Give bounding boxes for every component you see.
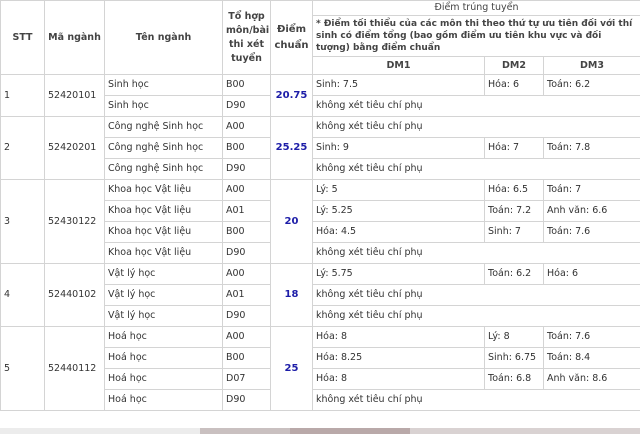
program-code-cell: 52440102: [45, 264, 105, 327]
subject-combo-cell: B00: [223, 222, 271, 243]
dm3-cell: Anh văn: 8.6: [544, 369, 640, 390]
dm1-cell: Lý: 5.75: [313, 264, 485, 285]
program-name-cell: Vật lý học: [105, 285, 223, 306]
bottom-strip-segment: [0, 428, 200, 434]
subject-combo-cell: D07: [223, 369, 271, 390]
program-name-cell: Khoa học Vật liệu: [105, 180, 223, 201]
header-stt: STT: [1, 1, 45, 75]
dm1-cell: Sinh: 9: [313, 138, 485, 159]
cutoff-score-cell: 25: [271, 327, 313, 411]
program-name-cell: Vật lý học: [105, 264, 223, 285]
program-name-cell: Sinh học: [105, 75, 223, 96]
subject-combo-cell: D90: [223, 96, 271, 117]
bottom-strip-segment: [290, 428, 410, 434]
dm3-cell: Toán: 6.2: [544, 75, 640, 96]
dm2-cell: Lý: 8: [485, 327, 544, 348]
stt-cell: 5: [1, 327, 45, 411]
dm2-cell: Toán: 6.8: [485, 369, 544, 390]
bottom-strip-segment: [410, 428, 640, 434]
program-name-cell: Hoá học: [105, 348, 223, 369]
dm1-cell: không xét tiêu chí phụ: [313, 243, 640, 264]
cutoff-score-cell: 20: [271, 180, 313, 264]
dm2-cell: Toán: 7.2: [485, 201, 544, 222]
cutoff-score-cell: 25.25: [271, 117, 313, 180]
header-ma-nganh: Mã ngành: [45, 1, 105, 75]
program-code-cell: 52440112: [45, 327, 105, 411]
header-dm3: DM3: [544, 57, 640, 75]
header-to-hop: Tổ hợp môn/bài thi xét tuyển: [223, 1, 271, 75]
header-diem-trung-tuyen: Điểm trúng tuyển: [313, 1, 640, 16]
header-diem-chuan: Điểm chuẩn: [271, 1, 313, 75]
program-name-cell: Sinh học: [105, 96, 223, 117]
dm1-cell: Hóa: 8.25: [313, 348, 485, 369]
dm1-cell: Lý: 5.25: [313, 201, 485, 222]
dm2-cell: Hóa: 6.5: [485, 180, 544, 201]
program-code-cell: 52420101: [45, 75, 105, 117]
dm3-cell: Anh văn: 6.6: [544, 201, 640, 222]
stt-cell: 4: [1, 264, 45, 327]
program-name-cell: Khoa học Vật liệu: [105, 222, 223, 243]
subject-combo-cell: A00: [223, 117, 271, 138]
dm1-cell: không xét tiêu chí phụ: [313, 306, 640, 327]
dm1-cell: Lý: 5: [313, 180, 485, 201]
program-name-cell: Công nghệ Sinh học: [105, 117, 223, 138]
subject-combo-cell: D90: [223, 243, 271, 264]
dm1-cell: Sinh: 7.5: [313, 75, 485, 96]
dm3-cell: Toán: 7.8: [544, 138, 640, 159]
dm1-cell: Hóa: 8: [313, 327, 485, 348]
header-dm2: DM2: [485, 57, 544, 75]
dm3-cell: Toán: 7.6: [544, 327, 640, 348]
program-name-cell: Khoa học Vật liệu: [105, 243, 223, 264]
dm2-cell: Toán: 6.2: [485, 264, 544, 285]
stt-cell: 2: [1, 117, 45, 180]
table-row: [1, 117, 640, 138]
table-row: [1, 264, 640, 285]
subject-combo-cell: A00: [223, 180, 271, 201]
program-name-cell: Vật lý học: [105, 306, 223, 327]
table-body: [1, 75, 640, 411]
dm2-cell: Sinh: 6.75: [485, 348, 544, 369]
subject-combo-cell: A01: [223, 201, 271, 222]
table-row: [1, 75, 640, 96]
cutoff-score-cell: 20.75: [271, 75, 313, 117]
stt-cell: 1: [1, 75, 45, 117]
bottom-strip-segment: [200, 428, 290, 434]
subject-combo-cell: A01: [223, 285, 271, 306]
dm1-cell: không xét tiêu chí phụ: [313, 390, 640, 411]
program-name-cell: Hoá học: [105, 327, 223, 348]
header-note: * Điểm tối thiểu của các môn thi theo thứ tự ưu tiên đối với thí sinh có điểm tổng (bao gồm điểm ưu tiên khu vực và đối tượng) bằng điểm chuẩn: [313, 16, 640, 57]
subject-combo-cell: D90: [223, 159, 271, 180]
dm1-cell: không xét tiêu chí phụ: [313, 285, 640, 306]
subject-combo-cell: B00: [223, 138, 271, 159]
program-name-cell: Khoa học Vật liệu: [105, 201, 223, 222]
program-code-cell: 52430122: [45, 180, 105, 264]
subject-combo-cell: B00: [223, 348, 271, 369]
table-row: [1, 180, 640, 201]
program-name-cell: Hoá học: [105, 390, 223, 411]
program-name-cell: Công nghệ Sinh học: [105, 138, 223, 159]
dm3-cell: Toán: 7.6: [544, 222, 640, 243]
subject-combo-cell: A00: [223, 327, 271, 348]
dm3-cell: Toán: 8.4: [544, 348, 640, 369]
program-name-cell: Công nghệ Sinh học: [105, 159, 223, 180]
dm3-cell: Toán: 7: [544, 180, 640, 201]
table-row: [1, 327, 640, 348]
subject-combo-cell: D90: [223, 390, 271, 411]
dm2-cell: Hóa: 6: [485, 75, 544, 96]
dm1-cell: không xét tiêu chí phụ: [313, 117, 640, 138]
cutoff-score-cell: 18: [271, 264, 313, 327]
dm2-cell: Sinh: 7: [485, 222, 544, 243]
subject-combo-cell: B00: [223, 75, 271, 96]
dm3-cell: Hóa: 6: [544, 264, 640, 285]
header-ten-nganh: Tên ngành: [105, 1, 223, 75]
header-dm1: DM1: [313, 57, 485, 75]
program-code-cell: 52420201: [45, 117, 105, 180]
dm1-cell: không xét tiêu chí phụ: [313, 159, 640, 180]
dm1-cell: Hóa: 4.5: [313, 222, 485, 243]
program-name-cell: Hoá học: [105, 369, 223, 390]
bottom-edge-strip: [0, 428, 640, 434]
stt-cell: 3: [1, 180, 45, 264]
dm2-cell: Hóa: 7: [485, 138, 544, 159]
dm1-cell: Hóa: 8: [313, 369, 485, 390]
subject-combo-cell: A00: [223, 264, 271, 285]
dm1-cell: không xét tiêu chí phụ: [313, 96, 640, 117]
subject-combo-cell: D90: [223, 306, 271, 327]
